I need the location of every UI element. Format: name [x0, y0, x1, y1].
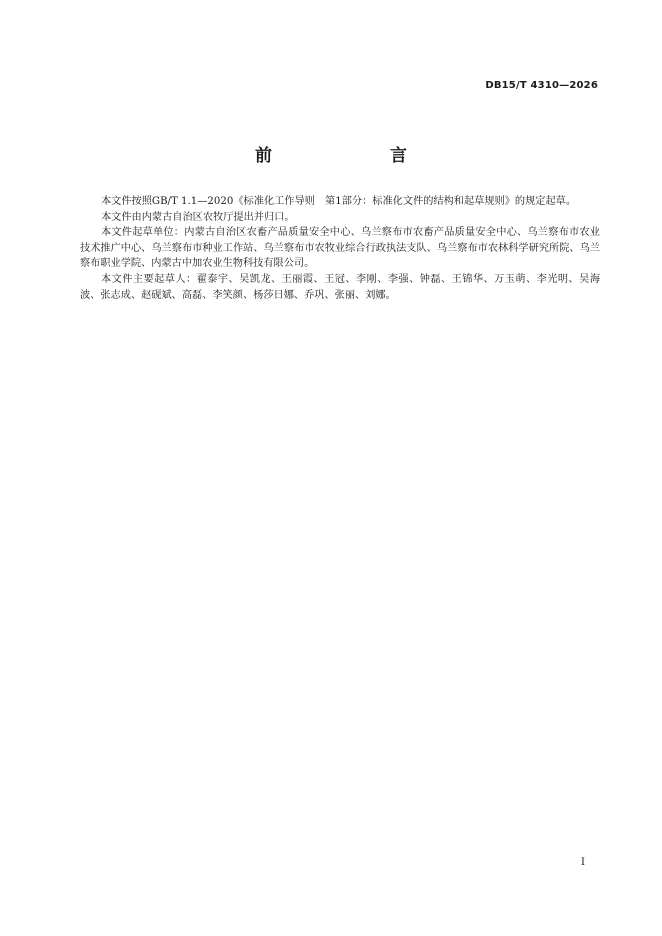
preface-body	[80, 194, 600, 303]
paragraph-drafting-units: 本文件起草单位：内蒙古自治区农畜产品质量安全中心、乌兰察布市农畜产品质量安全中心、乌兰察布市农业技术推广中心、乌兰察布市种业工作站、乌兰察布市农牧业综合行政执法支队、乌兰察布市农林科学研究所院、乌兰察布职业学院、内蒙古中加农业生物科技有限公司。	[80, 227, 600, 270]
document-code: DB15/T 4310—2026	[485, 80, 598, 91]
paragraph-drafters: 本文件主要起草人：翟泰宇、吴凯龙、王丽霞、王冠、李刚、李强、钟磊、王锦华、万玉萌、李光明、吴海波、张志成、赵砚斌、高磊、李笑颜、杨莎日娜、乔巩、张丽、刘娜。	[80, 273, 600, 301]
paragraph-proposer: 本文件由内蒙古自治区农牧厅提出并归口。	[101, 211, 295, 223]
paragraph-drafting-basis: 本文件按照GB/T 1.1—2020《标准化工作导则 第1部分：标准化文件的结构和起草规则》的规定起草。	[101, 196, 577, 207]
page-number: I	[581, 857, 585, 868]
page-title: 前 言	[255, 146, 435, 166]
